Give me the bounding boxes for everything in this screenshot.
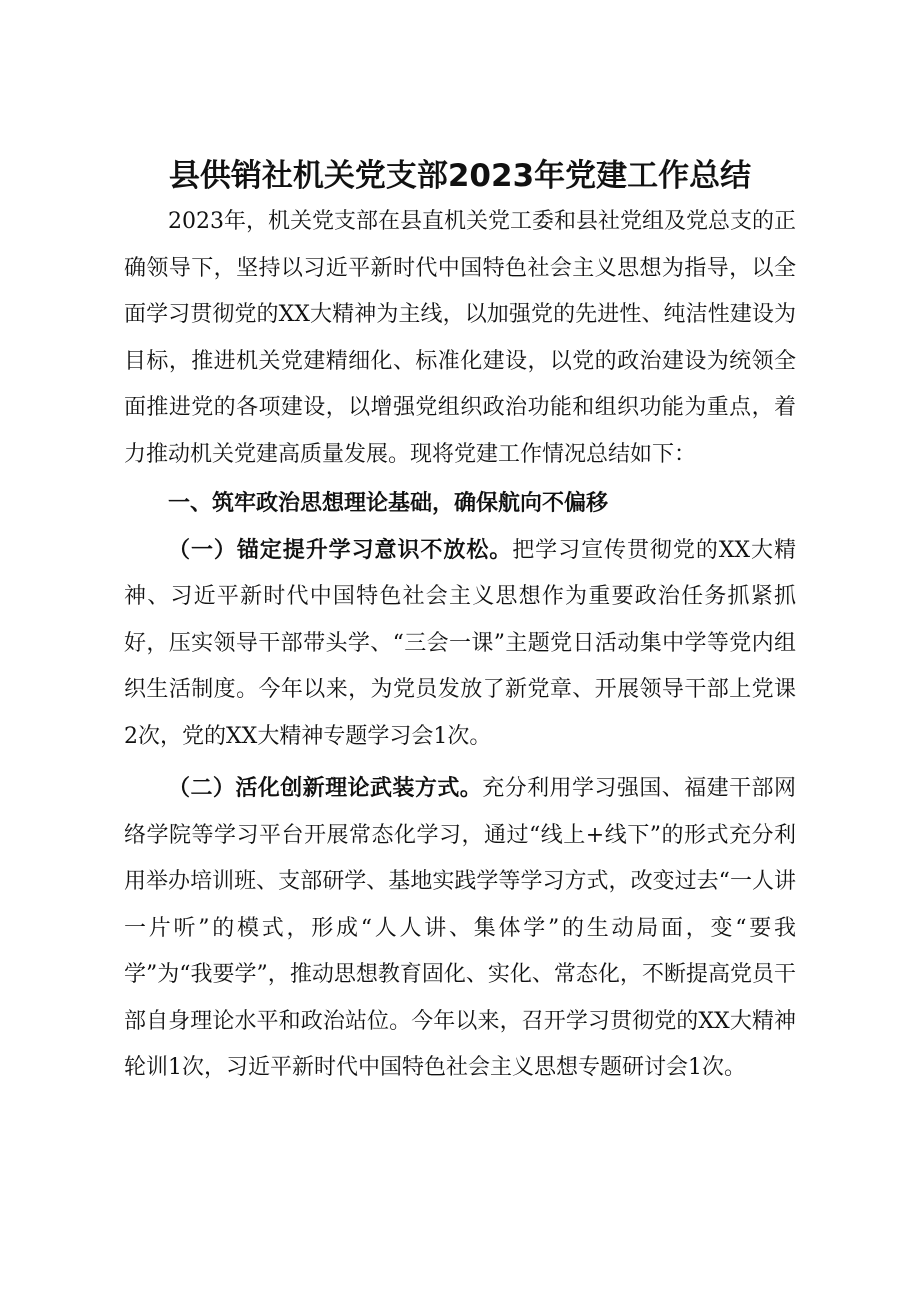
document-title: 县供销社机关党支部2023年党建工作总结 — [168, 158, 752, 194]
item-heading-1: （一）锚定提升学习意识不放松。 — [168, 537, 513, 563]
item-text-1: 把学习宣传贯彻党的XX大精神、习近平新时代中国特色社会主义思想作为重要政治任务抓紧抓好，压实领导干部带头学、“三会一课”主题党日活动集中学等党内组织生活制度。今年以来，为党员发放了新党章、开展领导干部上党课2次，党的XX大精神专题学习会1次。 — [124, 537, 796, 749]
item-paragraph-2 — [124, 766, 796, 1092]
document-body — [124, 199, 796, 1092]
item-text-2: 充分利用学习强国、福建干部网络学院等学习平台开展常态化学习，通过“线上+线下”的形式充分利用举办培训班、支部研学、基地实践学等学习方式，改变过去“一人讲一片听”的模式，形成“人人讲、集体学”的生动局面，变“要我学”为“我要学”，推动思想教育固化、实化、常态化，不断提高党员干部自身理论水平和政治站位。今年以来，召开学习贯彻党的XX大精神轮训1次，习近平新时代中国特色社会主义思想专题研讨会1次。 — [124, 776, 796, 1080]
intro-paragraph: 2023年，机关党支部在县直机关党工委和县社党组及党总支的正确领导下，坚持以习近平新时代中国特色社会主义思想为指导，以全面学习贯彻党的XX大精神为主线，以加强党的先进性、纯洁性建设为目标，推进机关党建精细化、标准化建设，以党的政治建设为统领全面推进党的各项建设，以增强党组织政治功能和组织功能为重点，着力推动机关党建高质量发展。现将党建工作情况总结如下： — [124, 209, 796, 467]
item-heading-2: （二）活化创新理论武装方式。 — [168, 776, 483, 801]
section-heading-1: 一、筑牢政治思想理论基础，确保航向不偏移 — [168, 491, 609, 516]
item-paragraph-1 — [124, 528, 796, 761]
